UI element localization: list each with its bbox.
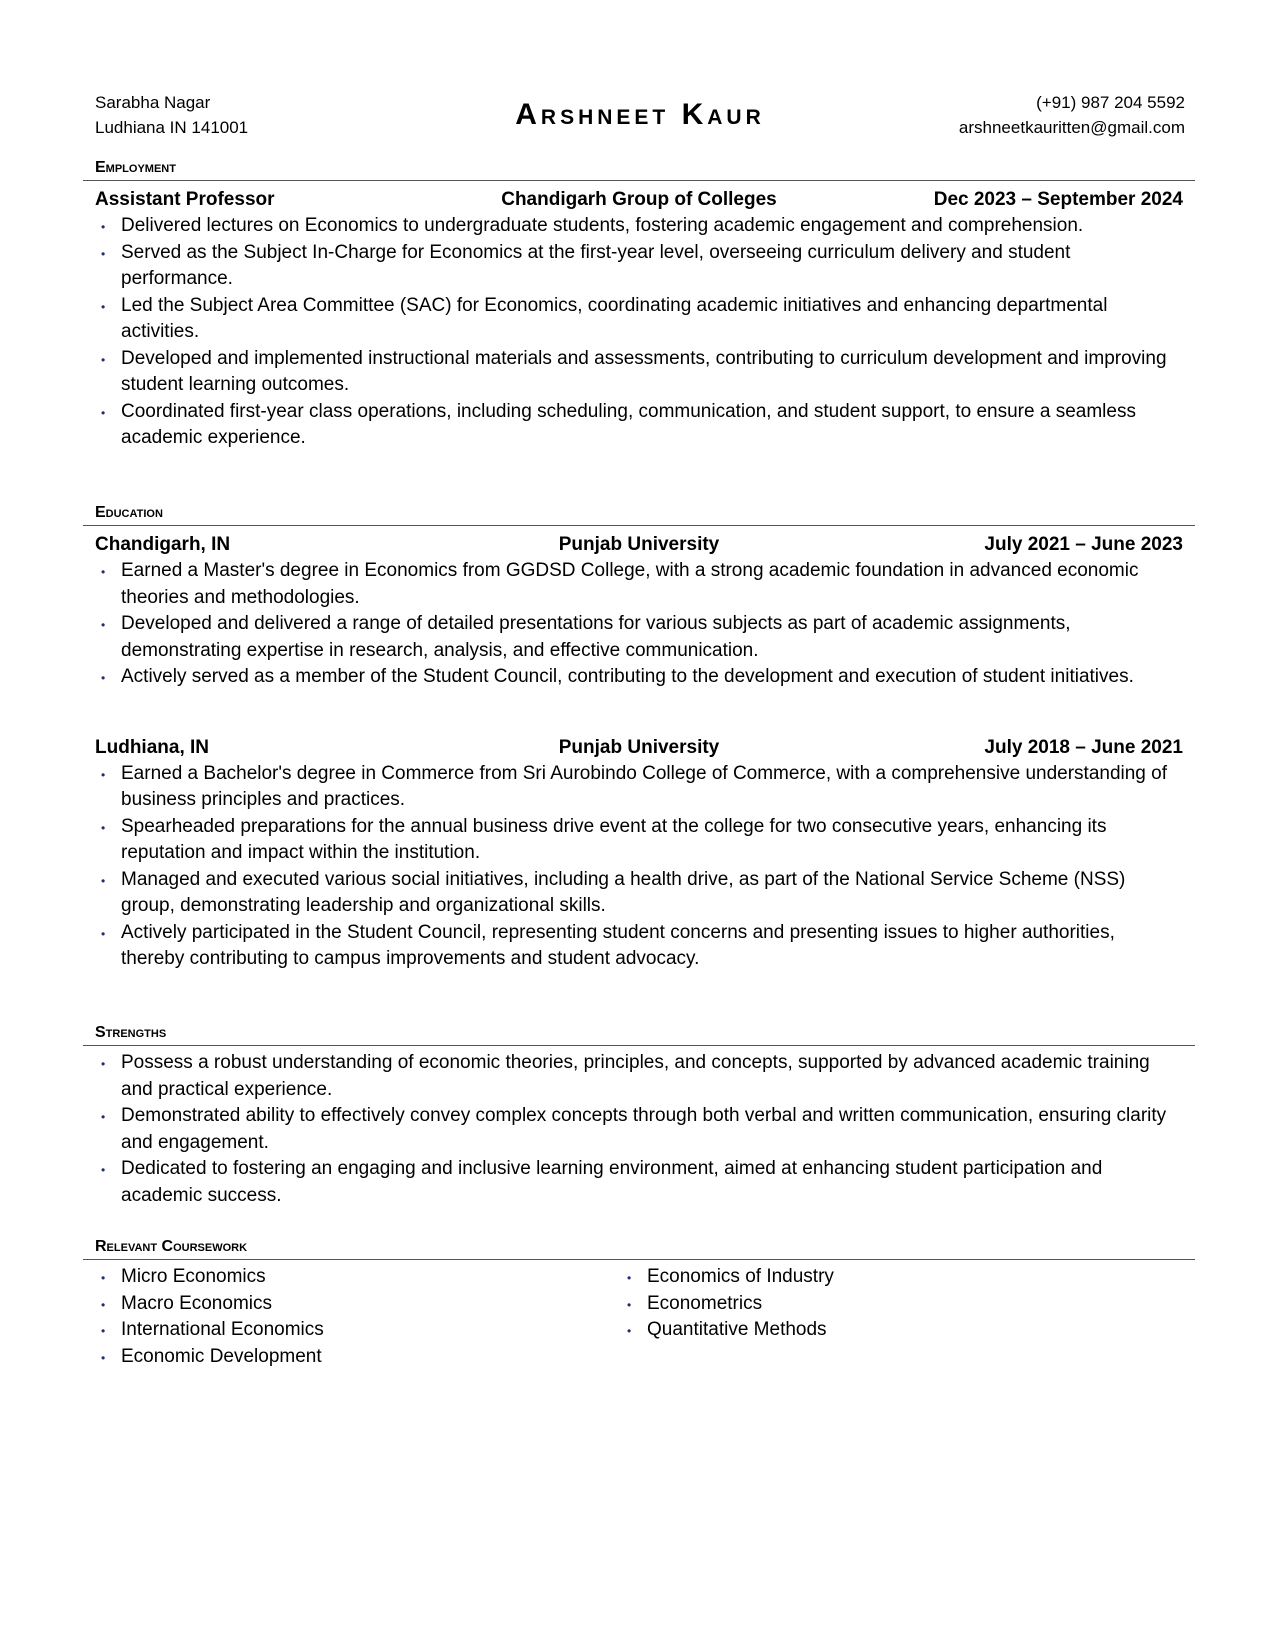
education-location: Ludhiana, IN [95, 736, 209, 758]
list-item: • Coordinated first-year class operations, including scheduling, communication, and student support, to ensure a seamless academic experience. [121, 399, 1183, 452]
email-address: arshneetkauritten@gmail.com [958, 118, 1185, 137]
coursework-column-right [609, 1264, 1149, 1344]
list-item: • Actively participated in the Student Council, representing student concerns and presenting issues to higher authorities, thereby contributing to campus improvements and student advocacy. [121, 920, 1183, 973]
phone-number: (+91) 987 204 5592 [1036, 93, 1185, 112]
list-item: • Econometrics [647, 1291, 1149, 1318]
address-line-1: Sarabha Nagar [95, 93, 211, 112]
list-item: • Earned a Master's degree in Economics from GGDSD College, with a strong academic foundation in advanced economic theories and methodologies. [121, 558, 1183, 611]
list-item: • Actively served as a member of the Student Council, contributing to the development and execution of student initiatives. [121, 664, 1183, 691]
education-location: Chandigarh, IN [95, 534, 231, 555]
education-bullets [83, 558, 1195, 691]
section-title-strengths: Strengths [83, 1023, 1195, 1046]
list-item: • Macro Economics [121, 1291, 623, 1318]
institution-name: Punjab University [558, 736, 720, 758]
employment-section [83, 158, 1195, 452]
resume-header [95, 90, 1185, 140]
address-line-2: Ludhiana IN 141001 [95, 118, 249, 137]
section-title-education: Education [83, 503, 1195, 526]
education-dates: July 2021 – June 2023 [984, 534, 1183, 555]
education-section [83, 503, 1195, 973]
list-item: • Led the Subject Area Committee (SAC) for Economics, coordinating academic initiatives and enhancing departmental activities. [121, 293, 1183, 346]
list-item: • Earned a Bachelor's degree in Commerce from Sri Aurobindo College of Commerce, with a comprehensive understanding of business principles and practices. [121, 761, 1183, 814]
list-item: • Developed and implemented instructional materials and assessments, contributing to curriculum development and improving student learning outcomes. [121, 346, 1183, 399]
employment-dates: Dec 2023 – September 2024 [933, 189, 1183, 210]
list-item: • Delivered lectures on Economics to undergraduate students, fostering academic engagement and comprehension. [121, 213, 1183, 240]
list-item: • Quantitative Methods [647, 1317, 1149, 1344]
contact-block [959, 90, 1185, 140]
list-item: • Spearheaded preparations for the annual business drive event at the college for two consecutive years, enhancing its reputation and impact within the institution. [121, 814, 1183, 867]
list-item: • Managed and executed various social initiatives, including a health drive, as part of the National Service Scheme (NSS) group, demonstrating leadership and organizational skills. [121, 867, 1183, 920]
list-item: • Economic Development [121, 1344, 623, 1371]
list-item: • Developed and delivered a range of detailed presentations for various subjects as part of academic assignments, demonstrating expertise in research, analysis, and effective communication. [121, 611, 1183, 664]
strengths-bullets [83, 1050, 1195, 1209]
job-role: Assistant Professor [95, 189, 275, 210]
list-item: • International Economics [121, 1317, 623, 1344]
list-item: • Served as the Subject In-Charge for Economics at the first-year level, overseeing curriculum delivery and student performance. [121, 240, 1183, 293]
coursework-list-right [609, 1264, 1149, 1344]
institution-name: Punjab University [558, 534, 720, 555]
coursework-section [83, 1237, 1195, 1367]
list-item: • Economics of Industry [647, 1264, 1149, 1291]
list-item: • Possess a robust understanding of economic theories, principles, and concepts, supported by advanced academic training and practical experience. [121, 1050, 1183, 1103]
list-item: • Dedicated to fostering an engaging and inclusive learning environment, aimed at enhancing student participation and academic success. [121, 1156, 1183, 1209]
education-dates: July 2018 – June 2021 [984, 736, 1183, 758]
list-item: • Micro Economics [121, 1264, 623, 1291]
employment-bullets [83, 213, 1195, 452]
coursework-list-left [83, 1264, 623, 1370]
education-entry-header [83, 735, 1195, 761]
section-title-coursework: Relevant Coursework [83, 1237, 1195, 1260]
coursework-column-left [83, 1264, 623, 1370]
employment-entry-header [83, 187, 1195, 213]
education-entry-header [83, 532, 1195, 558]
candidate-name: Arshneet Kaur [515, 98, 765, 131]
list-item: • Demonstrated ability to effectively convey complex concepts through both verbal and written communication, ensuring clarity and engagement. [121, 1103, 1183, 1156]
employer-name: Chandigarh Group of Colleges [501, 189, 777, 210]
education-bullets [83, 761, 1195, 973]
strengths-section [83, 1023, 1195, 1209]
section-title-employment: Employment [83, 158, 1195, 181]
